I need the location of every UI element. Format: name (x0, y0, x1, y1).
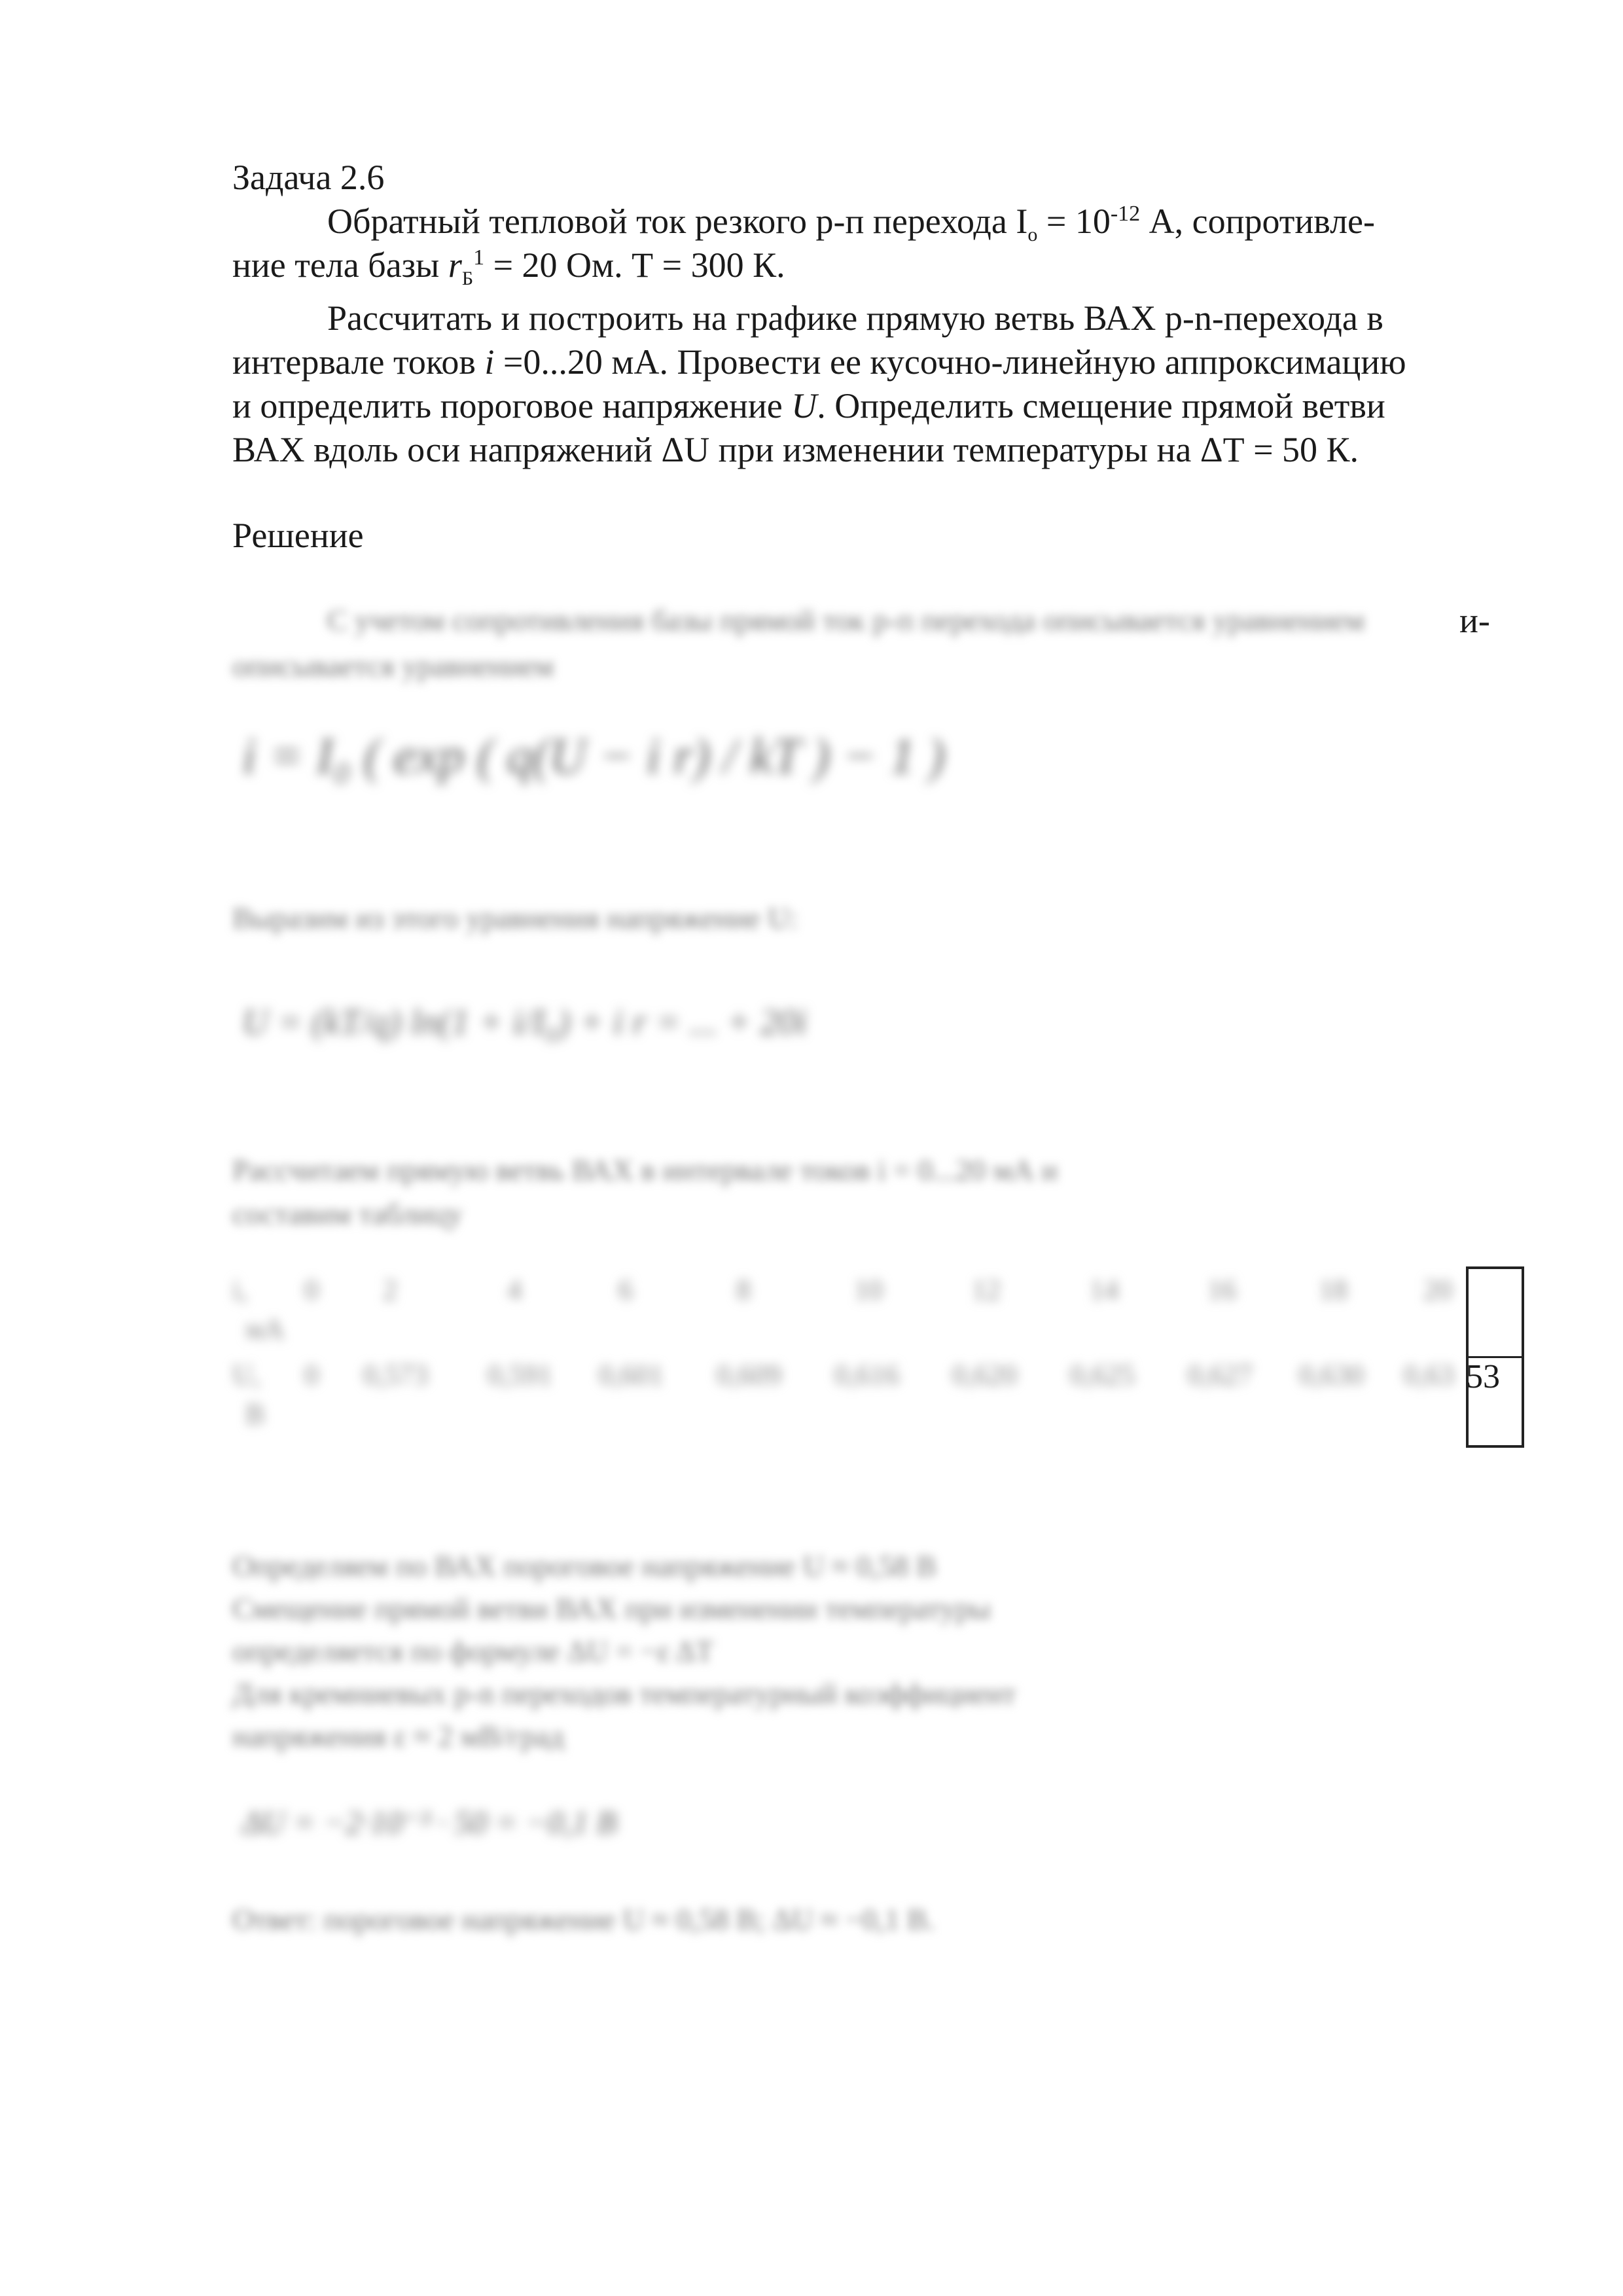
text-run: =0...20 мА. Провести ее кусочно-линейную аппроксимацию (494, 342, 1406, 382)
table-cell: 0,63 (1404, 1359, 1454, 1391)
table-cell: 0,627 (1188, 1359, 1253, 1391)
solution-line-6: Определяем по ВАХ пороговое напряжение U ≈ 0,58 В (232, 1549, 936, 1583)
table-cell: 0 (304, 1359, 319, 1391)
text-run: = 20 Ом. Т = 300 К. (484, 245, 785, 285)
paragraph-2-line-2 (232, 340, 1406, 384)
subscript: о (1027, 223, 1038, 245)
table-cell: 14 (1090, 1274, 1118, 1306)
paragraph-2-line-4: ВАХ вдоль оси напряжений ΔU при изменении температуры на ΔТ = 50 К. (232, 430, 1359, 469)
table-cell: 12 (972, 1274, 1001, 1306)
table-cell: 18 (1319, 1274, 1347, 1306)
page-number: 53 (1466, 1358, 1500, 1395)
table-cell: 6 (618, 1274, 633, 1306)
table-cell: 0 (304, 1274, 319, 1306)
hyphen-tail: и- (1459, 601, 1490, 640)
text-run: интервале токов (232, 342, 485, 382)
formula-delta-u: ΔU = −2·10⁻³ · 50 = −0,1 В (242, 1804, 617, 1840)
variable-u: U (791, 386, 817, 425)
variable-r: r (448, 245, 462, 285)
formula-current: i = I₀ ( exp ( q(U − i r) / kT ) − 1 ) (242, 727, 945, 784)
solution-line-9: Для кремниевых p-n переходов температурный коэффициент (232, 1677, 1016, 1710)
table-row-2-label: U, (232, 1359, 260, 1391)
table-cell: 0,591 (488, 1359, 552, 1391)
solution-line-1: С учетом сопротивления базы прямой ток р-п перехода описывается уравнением (327, 603, 1364, 637)
text-run: . Определить смещение прямой ветви (817, 386, 1385, 425)
solution-line-4: Рассчитаем прямую ветвь ВАХ в интервале токов i = 0...20 мА и (232, 1153, 1058, 1187)
paragraph-2-line-1: Рассчитать и построить на графике прямую ветвь ВАХ p-n-перехода в (327, 298, 1383, 338)
solution-line-7: Смещение прямой ветви ВАХ при изменении температуры (232, 1592, 991, 1625)
table-cell: 0,620 (952, 1359, 1017, 1391)
solution-line-2: описывается уравнением (232, 649, 554, 683)
solution-line-5: составим таблицу (232, 1197, 463, 1230)
table-cell: 8 (736, 1274, 751, 1306)
table-cell: 2 (383, 1274, 397, 1306)
table-cell: 10 (854, 1274, 883, 1306)
formula-voltage: U = (kT/q) ln(1 + i/I₀) + i r = ... + 20i (242, 1002, 808, 1043)
task-title: Задача 2.6 (232, 158, 385, 197)
table-row-2-unit: В (245, 1398, 265, 1430)
paragraph-1-line-2 (232, 243, 785, 287)
table-cell: 20 (1423, 1274, 1452, 1306)
table-cell: 0,573 (363, 1359, 428, 1391)
text-run: Обратный тепловой ток резкого р-п перехода I (327, 202, 1028, 241)
subscript: Б (461, 267, 474, 289)
table-cell: 0,630 (1299, 1359, 1364, 1391)
table-cell: 0,601 (599, 1359, 664, 1391)
text-run: и определить пороговое напряжение (232, 386, 792, 425)
paragraph-1-line-1 (327, 200, 1375, 243)
text-run: ние тела базы (232, 245, 448, 285)
solution-line-3: Выразим из этого уравнения напряжение U: (232, 901, 798, 935)
values-table (232, 1273, 1476, 1443)
table-cell: 0,616 (834, 1359, 899, 1391)
table-cell: 0,609 (717, 1359, 781, 1391)
superscript: 1 (473, 245, 485, 270)
table-cell: 4 (507, 1274, 522, 1306)
answer-line: Ответ: пороговое напряжение U ≈ 0,58 В; ΔU ≈ −0,1 В. (232, 1903, 935, 1936)
table-row-1-label: i, (232, 1274, 248, 1306)
table-cell: 0,625 (1070, 1359, 1135, 1391)
frame-top-line (1466, 1266, 1524, 1269)
superscript: -12 (1110, 202, 1141, 226)
paragraph-2-line-3 (232, 384, 1385, 427)
solution-heading: Решение (232, 516, 364, 555)
solution-line-8: определяется по формуле ΔU = −ε ΔT (232, 1634, 714, 1668)
table-row-1-unit: мА (245, 1313, 285, 1345)
frame-bottom-line (1466, 1445, 1524, 1448)
variable-i: i (484, 342, 495, 382)
text-run: А, сопротивле- (1140, 202, 1375, 241)
table-cell: 16 (1207, 1274, 1236, 1306)
text-run: = 10 (1037, 202, 1111, 241)
solution-line-10: напряжения ε ≈ 2 мВ/град (232, 1719, 565, 1753)
